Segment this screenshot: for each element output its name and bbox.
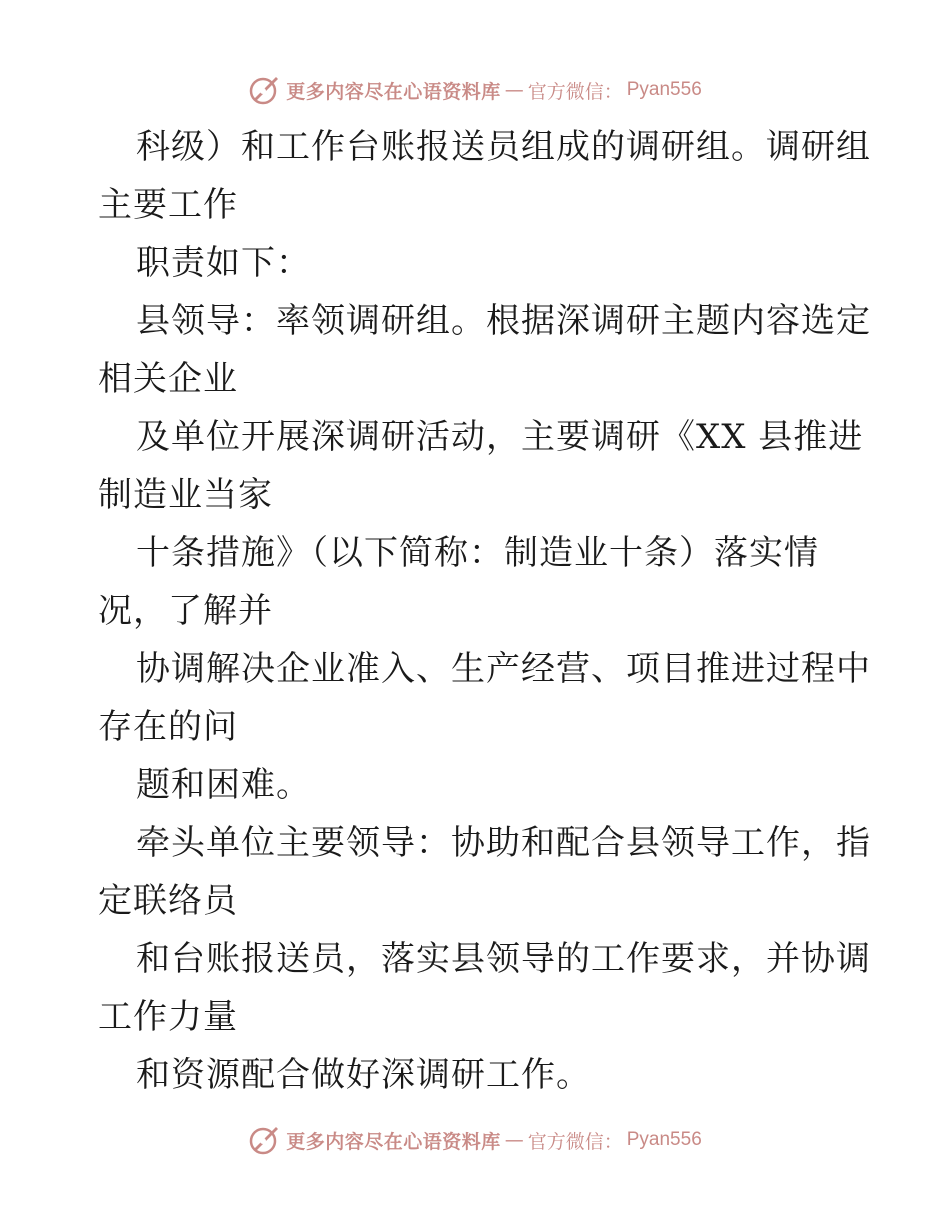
document-body [98, 118, 878, 1104]
header-watermark-banner [0, 70, 950, 110]
banner-wechat-id: Pyan556 [626, 1129, 702, 1150]
text-line: 题和困难。 [136, 765, 311, 805]
text-line: 和台账报送员，落实县领导的工作要求，并协调 [136, 939, 871, 979]
text-line: 和资源配合做好深调研工作。 [136, 1055, 591, 1095]
text-line: 牵头单位主要领导：协助和配合县领导工作，指 [136, 823, 871, 863]
banner-wechat-label: 官方微信： [527, 1130, 623, 1153]
banner-wechat-label: 官方微信： [527, 80, 623, 103]
text-line: 主要工作 [98, 185, 238, 225]
text-line: 及单位开展深调研活动，主要调研《XX 县推进 [136, 417, 864, 457]
footer-watermark-banner [0, 1120, 950, 1160]
banner-title: 更多内容尽在心语资料库 [286, 1130, 501, 1153]
banner-wechat-id: Pyan556 [626, 79, 702, 100]
text-line: 制造业当家 [98, 475, 273, 515]
text-line: 协调解决企业准入、生产经营、项目推进过程中 [136, 649, 871, 689]
text-line: 科级）和工作台账报送员组成的调研组。调研组 [136, 127, 871, 167]
text-line: 相关企业 [98, 359, 238, 399]
text-line: 存在的问 [98, 707, 238, 747]
text-line: 况，了解并 [98, 591, 273, 631]
text-line: 工作力量 [98, 997, 238, 1037]
text-line: 十条措施》（以下简称：制造业十条）落实情 [136, 533, 819, 573]
banner-separator: — [504, 1129, 524, 1151]
pen-logo-icon [248, 73, 282, 107]
banner-separator: — [504, 79, 524, 101]
banner-title: 更多内容尽在心语资料库 [286, 80, 501, 103]
pen-logo-icon [248, 1123, 282, 1157]
text-line: 县领导：率领调研组。根据深调研主题内容选定 [136, 301, 871, 341]
text-line: 职责如下： [136, 243, 311, 283]
text-line: 定联络员 [98, 881, 238, 921]
